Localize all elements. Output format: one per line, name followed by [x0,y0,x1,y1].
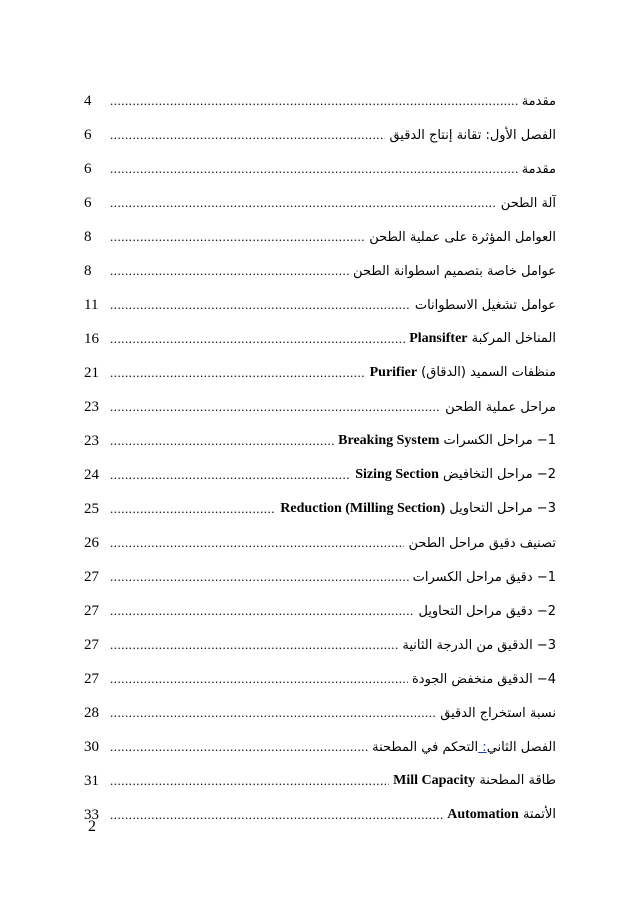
toc-entry-link[interactable]: : [478,739,487,755]
toc-entry-latin: Plansifter [409,331,468,346]
dot-leader [110,468,351,482]
toc-entry-title [370,365,556,381]
toc-entry[interactable] [84,458,556,492]
toc-entry-arabic: المناخل المركبة [471,331,556,346]
toc-entry-arabic: طاقة المطحنة [479,773,556,788]
dot-leader [110,94,518,108]
toc-entry-title: نسبة استخراج الدقيق [440,705,556,721]
dot-leader [110,264,349,278]
toc-entry-title: الفصل الأول: تقانة إنتاج الدقيق [389,127,556,143]
toc-page-number: 27 [84,670,99,687]
toc-entry-latin: Breaking System [338,433,440,448]
toc-entry-title [280,501,556,517]
table-of-contents [84,84,556,832]
toc-page-number: 23 [84,432,99,449]
toc-page-number: 31 [84,772,99,789]
toc-entry[interactable] [84,594,556,628]
toc-entry-title [393,773,556,789]
toc-entry[interactable] [84,322,556,356]
toc-page-number: 4 [84,92,92,109]
toc-entry-title: مقدمة [521,161,556,177]
toc-entry[interactable] [84,696,556,730]
dot-leader [110,672,408,686]
toc-entry[interactable] [84,118,556,152]
toc-entry-arabic: الأتمتة [522,807,556,822]
toc-entry-title [338,433,556,449]
page-footer-number: 2 [88,818,96,835]
toc-page-number: 27 [84,636,99,653]
toc-entry-title: 3− الدقيق من الدرجة الثانية [402,637,556,653]
toc-page-number: 16 [84,330,99,347]
toc-entry-title: آلة الطحن [500,195,556,211]
dot-leader [110,774,389,788]
toc-entry-arabic: 2− مراحل التخافيض [443,467,556,482]
toc-page-number: 27 [84,602,99,619]
dot-leader [110,808,443,822]
toc-entry[interactable] [84,764,556,798]
toc-page-number: 24 [84,466,99,483]
toc-page-number: 30 [84,738,99,755]
toc-page-number: 25 [84,500,99,517]
dot-leader [110,536,404,550]
dot-leader [110,400,441,414]
toc-entry-title: تصنيف دقيق مراحل الطحن [408,535,556,551]
toc-entry-title: العوامل المؤثرة على عملية الطحن [369,229,556,245]
toc-entry[interactable] [84,84,556,118]
toc-page-number: 6 [84,194,92,211]
toc-entry[interactable] [84,356,556,390]
toc-entry[interactable] [84,424,556,458]
toc-page-number: 21 [84,364,99,381]
toc-page-number: 26 [84,534,99,551]
toc-entry-title [372,740,556,755]
toc-entry[interactable] [84,560,556,594]
toc-entry[interactable] [84,186,556,220]
toc-page-number: 6 [84,160,92,177]
toc-entry-arabic: الفصل الثاني [486,739,556,755]
dot-leader [110,604,414,618]
toc-entry[interactable] [84,390,556,424]
toc-entry[interactable] [84,288,556,322]
toc-entry[interactable] [84,152,556,186]
dot-leader [110,502,276,516]
dot-leader [110,434,334,448]
toc-page-number: 8 [84,228,92,245]
toc-entry-title: 2− دقيق مراحل التحاويل [418,603,556,619]
toc-entry[interactable] [84,492,556,526]
dot-leader [110,128,385,142]
toc-page-number: 23 [84,398,99,415]
toc-entry-title [409,331,556,347]
toc-page-number: 6 [84,126,92,143]
dot-leader [110,332,405,346]
toc-entry-title: عوامل تشغيل الاسطوانات [414,297,556,313]
toc-entry[interactable] [84,730,556,764]
toc-entry-title: عوامل خاصة بتصميم اسطوانة الطحن [353,263,556,279]
toc-entry[interactable] [84,220,556,254]
dot-leader [110,638,398,652]
dot-leader [110,196,497,210]
toc-page-number: 28 [84,704,99,721]
dot-leader [110,230,365,244]
toc-entry-title: 4− الدقيق منخفض الجودة [411,671,556,687]
dot-leader [110,570,409,584]
toc-entry-arabic: 1− مراحل الكسرات [443,433,556,448]
toc-entry-arabic: منظفات السميد (الدقاق) [421,365,556,380]
toc-entry-latin: Sizing Section [355,467,439,482]
toc-entry-latin: Mill Capacity [393,773,476,788]
toc-entry[interactable] [84,628,556,662]
toc-entry-arabic: 3− مراحل التحاويل [449,501,556,516]
dot-leader [110,298,411,312]
toc-entry-arabic-2: التحكم في المطحنة [372,739,479,755]
toc-entry[interactable] [84,798,556,832]
toc-entry-title [355,467,556,483]
toc-entry[interactable] [84,526,556,560]
toc-entry-title: مقدمة [521,93,556,109]
toc-entry-title: 1− دقيق مراحل الكسرات [412,569,556,585]
toc-page-number: 11 [84,296,99,313]
toc-page-number: 27 [84,568,99,585]
toc-entry-latin: Automation [447,807,519,822]
dot-leader [110,740,368,754]
toc-entry-title [447,807,556,823]
dot-leader [110,706,436,720]
toc-entry[interactable] [84,662,556,696]
toc-entry[interactable] [84,254,556,288]
toc-entry-title: مراحل عملية الطحن [445,399,556,415]
dot-leader [110,366,366,380]
toc-entry-latin: Purifier [369,365,418,380]
dot-leader [110,162,518,176]
toc-page-number: 33 [84,806,99,823]
toc-entry-latin: Reduction (Milling Section) [280,501,446,516]
toc-page-number: 8 [84,262,92,279]
